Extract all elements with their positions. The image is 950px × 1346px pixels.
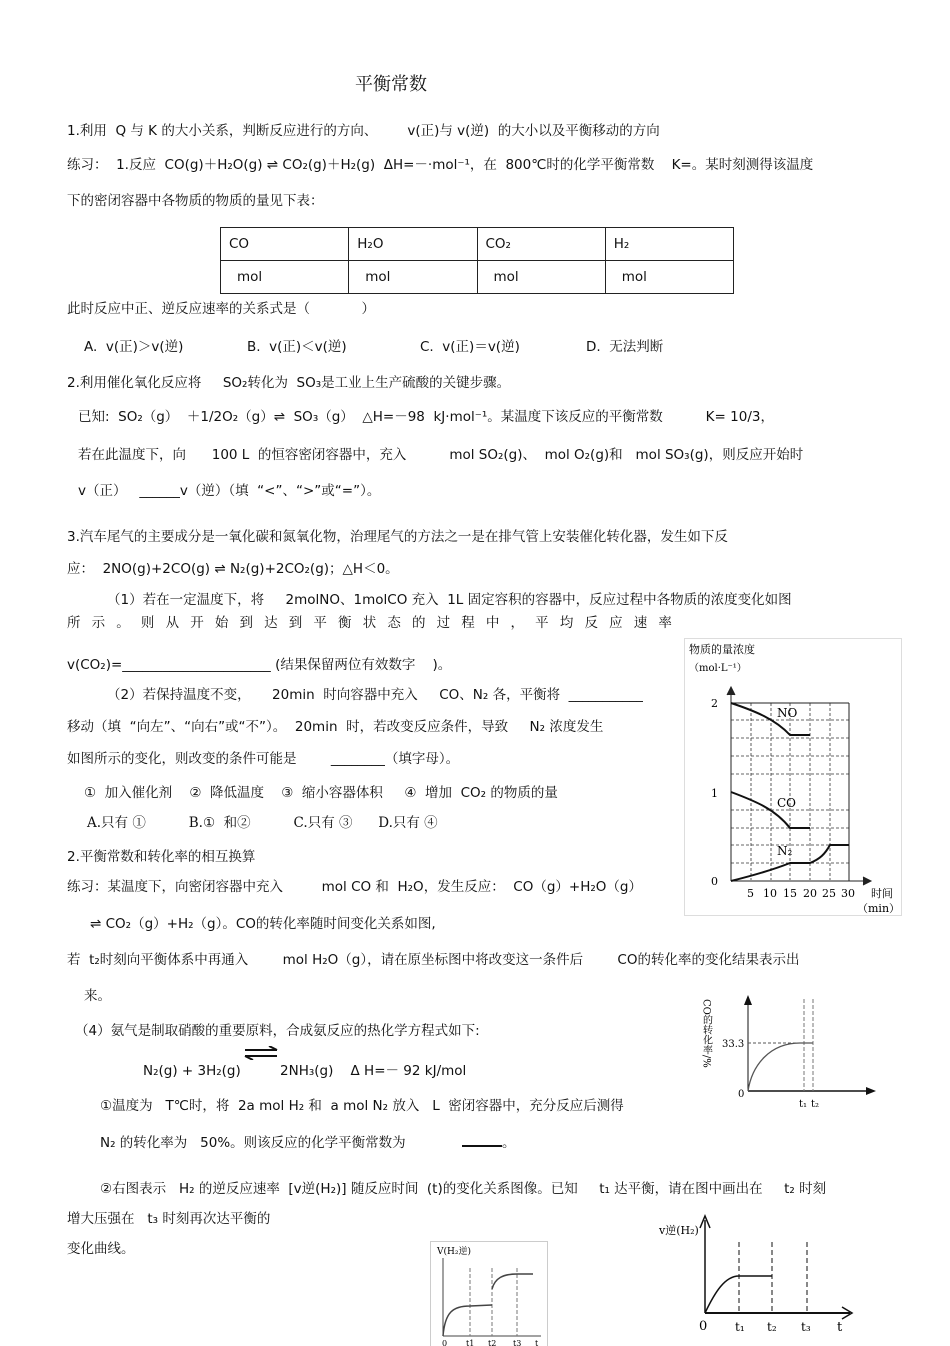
practice1-line1: 练习： 1.反应 CO(g)＋H₂O(g) ⇌ CO₂(g)＋H₂(g) ΔH=－·mol⁻¹，在 800℃时的化学平衡常数 K=。某时刻测得该温度 <box>67 157 814 173</box>
origin-label: 0 <box>738 1089 745 1100</box>
no-curve <box>731 703 810 735</box>
x-axis-title: 时间 <box>871 887 893 900</box>
option-c: C. v(正)＝v(逆) <box>420 339 520 355</box>
char: 速 <box>633 615 648 631</box>
x-tick: t₂ <box>811 1099 820 1110</box>
y-tick: 1 <box>711 787 718 800</box>
q2-line3: 如图所示的变化，则改变的条件可能是 ________（填字母）。 <box>67 751 460 767</box>
section4-line1: 练习：某温度下，向密闭容器中充入 mol CO 和 H₂O，发生反应： CO（g）+H₂O（g） <box>67 879 642 895</box>
char: 程 <box>461 615 475 631</box>
char: 从 <box>165 615 180 631</box>
section4-line2: ⇌ CO₂（g）+H₂（g）。CO的转化率随时间变化关系如图, <box>90 916 436 932</box>
q2-line2: 移动（填 “向左”、“向右”或“不”）。 20min 时，若改变反应条件，导致 N₂ 浓度发生 <box>67 719 604 735</box>
option-a: A. v(正)＞v(逆) <box>84 339 184 355</box>
char: 开 <box>190 615 204 631</box>
char: 的 <box>411 615 426 631</box>
table-cell: mol <box>477 261 605 294</box>
char: 过 <box>436 615 451 631</box>
q1-line3: v(CO₂)=______________________ (结果保留两位有效数字 )。 <box>67 657 452 673</box>
char: 到 <box>239 615 253 631</box>
x-tick: 30 <box>841 887 855 900</box>
question1: 此时反应中正、逆反应速率的关系式是（ ） <box>67 301 375 317</box>
equilibrium-arrow-icon <box>243 1046 279 1060</box>
table-cell: mol <box>221 261 349 294</box>
x-tick: t₃ <box>801 1320 811 1334</box>
section2-heading: 2.利用催化氧化反应将 SO₂转化为 SO₃是工业上生产硫酸的关键步骤。 <box>67 375 511 391</box>
y-axis-title: 物质的量浓度 <box>689 643 755 656</box>
x-tick: 20 <box>803 887 817 900</box>
char: 则 <box>140 615 155 631</box>
q5-1-line1: ①温度为 T℃时，将 2a mol H₂ 和 a mol N₂ 放入 L 密闭容器中，充分反应后测得 <box>100 1098 624 1114</box>
rate-curve <box>443 1274 533 1336</box>
char: 衡 <box>338 615 352 631</box>
x-tick: t₁ <box>799 1099 808 1110</box>
co-conversion-chart <box>690 985 890 1115</box>
blank-rate-chart[interactable] <box>655 1212 860 1342</box>
char: 平 <box>313 615 327 631</box>
section1-heading: 1.利用 Q 与 K 的大小关系，判断反应进行的方向、 v(正)与 v(逆) 的大小以及平衡移动的方向 <box>67 123 660 139</box>
char: 态 <box>387 615 401 631</box>
equation-right: 2NH₃(g) Δ H=－ 92 kJ/mol <box>280 1063 467 1079</box>
char: 平 <box>535 615 549 631</box>
y-axis-title: v逆(H₂) <box>659 1224 699 1237</box>
label-n2: N₂ <box>777 844 793 858</box>
section3-reaction: 应： 2NO(g)+2CO(g) ⇌ N₂(g)+2CO₂(g)；△H＜0。 <box>67 561 399 577</box>
x-tick: 5 <box>747 887 754 900</box>
option-d: D. 无法判断 <box>586 339 664 355</box>
char: 反 <box>584 615 598 631</box>
y-axis-title: CO的转化率/% <box>700 999 712 1068</box>
conversion-curve <box>748 1043 813 1091</box>
q5-2-line3: 变化曲线。 <box>67 1241 135 1257</box>
q2-line1: （2）若保持温度不变， 20min 时向容器中充入 CO、N₂ 各，平衡将 ___________ <box>107 687 643 703</box>
x-axis-unit: （min） <box>857 902 901 915</box>
concentration-chart <box>684 638 902 916</box>
table-header: CO₂ <box>477 228 605 261</box>
char: ， <box>510 615 525 631</box>
option-b: B. v(正)＜v(逆) <box>247 339 347 355</box>
y-axis-title: V(H₂逆) <box>437 1247 471 1257</box>
char: 状 <box>362 615 377 631</box>
x-tick: t₂ <box>767 1320 777 1334</box>
y-tick: 2 <box>711 697 718 710</box>
answer-rate-chart <box>430 1241 548 1346</box>
char: 率 <box>658 615 672 631</box>
char: 。 <box>116 615 130 631</box>
q5-2-line1: ②右图表示 H₂ 的逆反应速率 [v逆(H₂)] 随反应时间 (t)的变化关系图像。已知 t₁ 达平衡，请在图中画出在 t₂ 时刻 <box>100 1181 827 1197</box>
y-tick: 0 <box>711 875 718 888</box>
practice1-line2: 下的密闭容器中各物质的物质的量见下表： <box>67 193 324 209</box>
char: 应 <box>609 615 623 631</box>
x-tick: t1 <box>466 1339 475 1346</box>
section2-line3: v（正） ______v（逆）（填 “<”、“>”或“=”）。 <box>78 483 381 499</box>
x-tick: t3 <box>513 1339 522 1346</box>
x-tick: 0 <box>442 1339 448 1346</box>
x-tick: t <box>837 1320 843 1335</box>
char: 达 <box>264 615 278 631</box>
section4-line4: 来。 <box>84 988 111 1004</box>
char: 所 <box>67 615 81 631</box>
conditions-list: ① 加入催化剂 ② 降低温度 ③ 缩小容器体积 ④ 增加 CO₂ 的物质的量 <box>84 785 558 801</box>
equation-left: N₂(g) + 3H₂(g) <box>143 1063 241 1079</box>
x-tick: t <box>535 1339 539 1346</box>
section5-heading: （4）氨气是制取硝酸的重要原料，合成氨反应的热化学方程式如下: <box>75 1023 480 1039</box>
section4-line3: 若 t₂时刻向平衡体系中再通入 mol H₂O（g），请在原坐标图中将改变这一条件后 CO的转化率的变化结果表示出 <box>67 952 800 968</box>
x-tick: 15 <box>783 887 797 900</box>
table-cell: mol <box>605 261 733 294</box>
q5-2-line2: 增大压强在 t₃ 时刻再次达平衡的 <box>67 1211 271 1227</box>
char: 到 <box>288 615 303 631</box>
page-title: 平衡常数 <box>355 74 427 95</box>
char: 中 <box>485 615 500 631</box>
char: 示 <box>91 615 106 631</box>
q5-1-end: 。 <box>502 1135 516 1151</box>
x-tick: 0 <box>699 1319 708 1334</box>
table-header: CO <box>221 228 349 261</box>
char: 均 <box>559 615 574 631</box>
x-tick: 25 <box>822 887 836 900</box>
x-tick: t2 <box>488 1339 497 1346</box>
x-tick: 10 <box>763 887 777 900</box>
table-cell: mol <box>349 261 477 294</box>
section2-line2: 若在此温度下，向 100 L 的恒容密闭容器中，充入 mol SO₂(g)、 mol O₂(g)和 mol SO₃(g)，则反应开始时 <box>78 447 804 463</box>
q1-line2 <box>67 614 672 632</box>
q5-1-line2: N₂ 的转化率为 50%。则该反应的化学平衡常数为 <box>100 1135 406 1151</box>
y-axis-unit: （mol·L⁻¹） <box>689 663 747 674</box>
table-header: H₂O <box>349 228 477 261</box>
table-header: H₂ <box>605 228 733 261</box>
y-value-label: 33.3 <box>722 1039 745 1050</box>
section3-heading: 3.汽车尾气的主要成分是一氧化碳和氮氧化物，治理尾气的方法之一是在排气管上安装催化转化器，发生如下反 <box>67 529 728 545</box>
label-co: CO <box>777 796 797 810</box>
q1-line1: （1）若在一定温度下，将 2molNO、1molCO 充入 1L 固定容积的容器中，反应过程中各物质的浓度变化如图 <box>107 592 792 608</box>
choices-list: A.只有 ① B.① 和② C.只有 ③ D.只有 ④ <box>87 815 438 831</box>
char: 始 <box>214 615 229 631</box>
label-no: NO <box>777 706 798 720</box>
amounts-table <box>220 227 734 294</box>
x-tick: t₁ <box>735 1320 745 1334</box>
answer-blank[interactable] <box>462 1145 502 1147</box>
section4-heading: 2.平衡常数和转化率的相互换算 <box>67 849 256 865</box>
axes <box>727 687 871 885</box>
section2-line1: 已知: SO₂（g） ＋1/2O₂（g）⇌ SO₃（g） △H=－98 kJ·mol⁻¹。某温度下该反应的平衡常数 K= 10/3， <box>78 409 774 425</box>
